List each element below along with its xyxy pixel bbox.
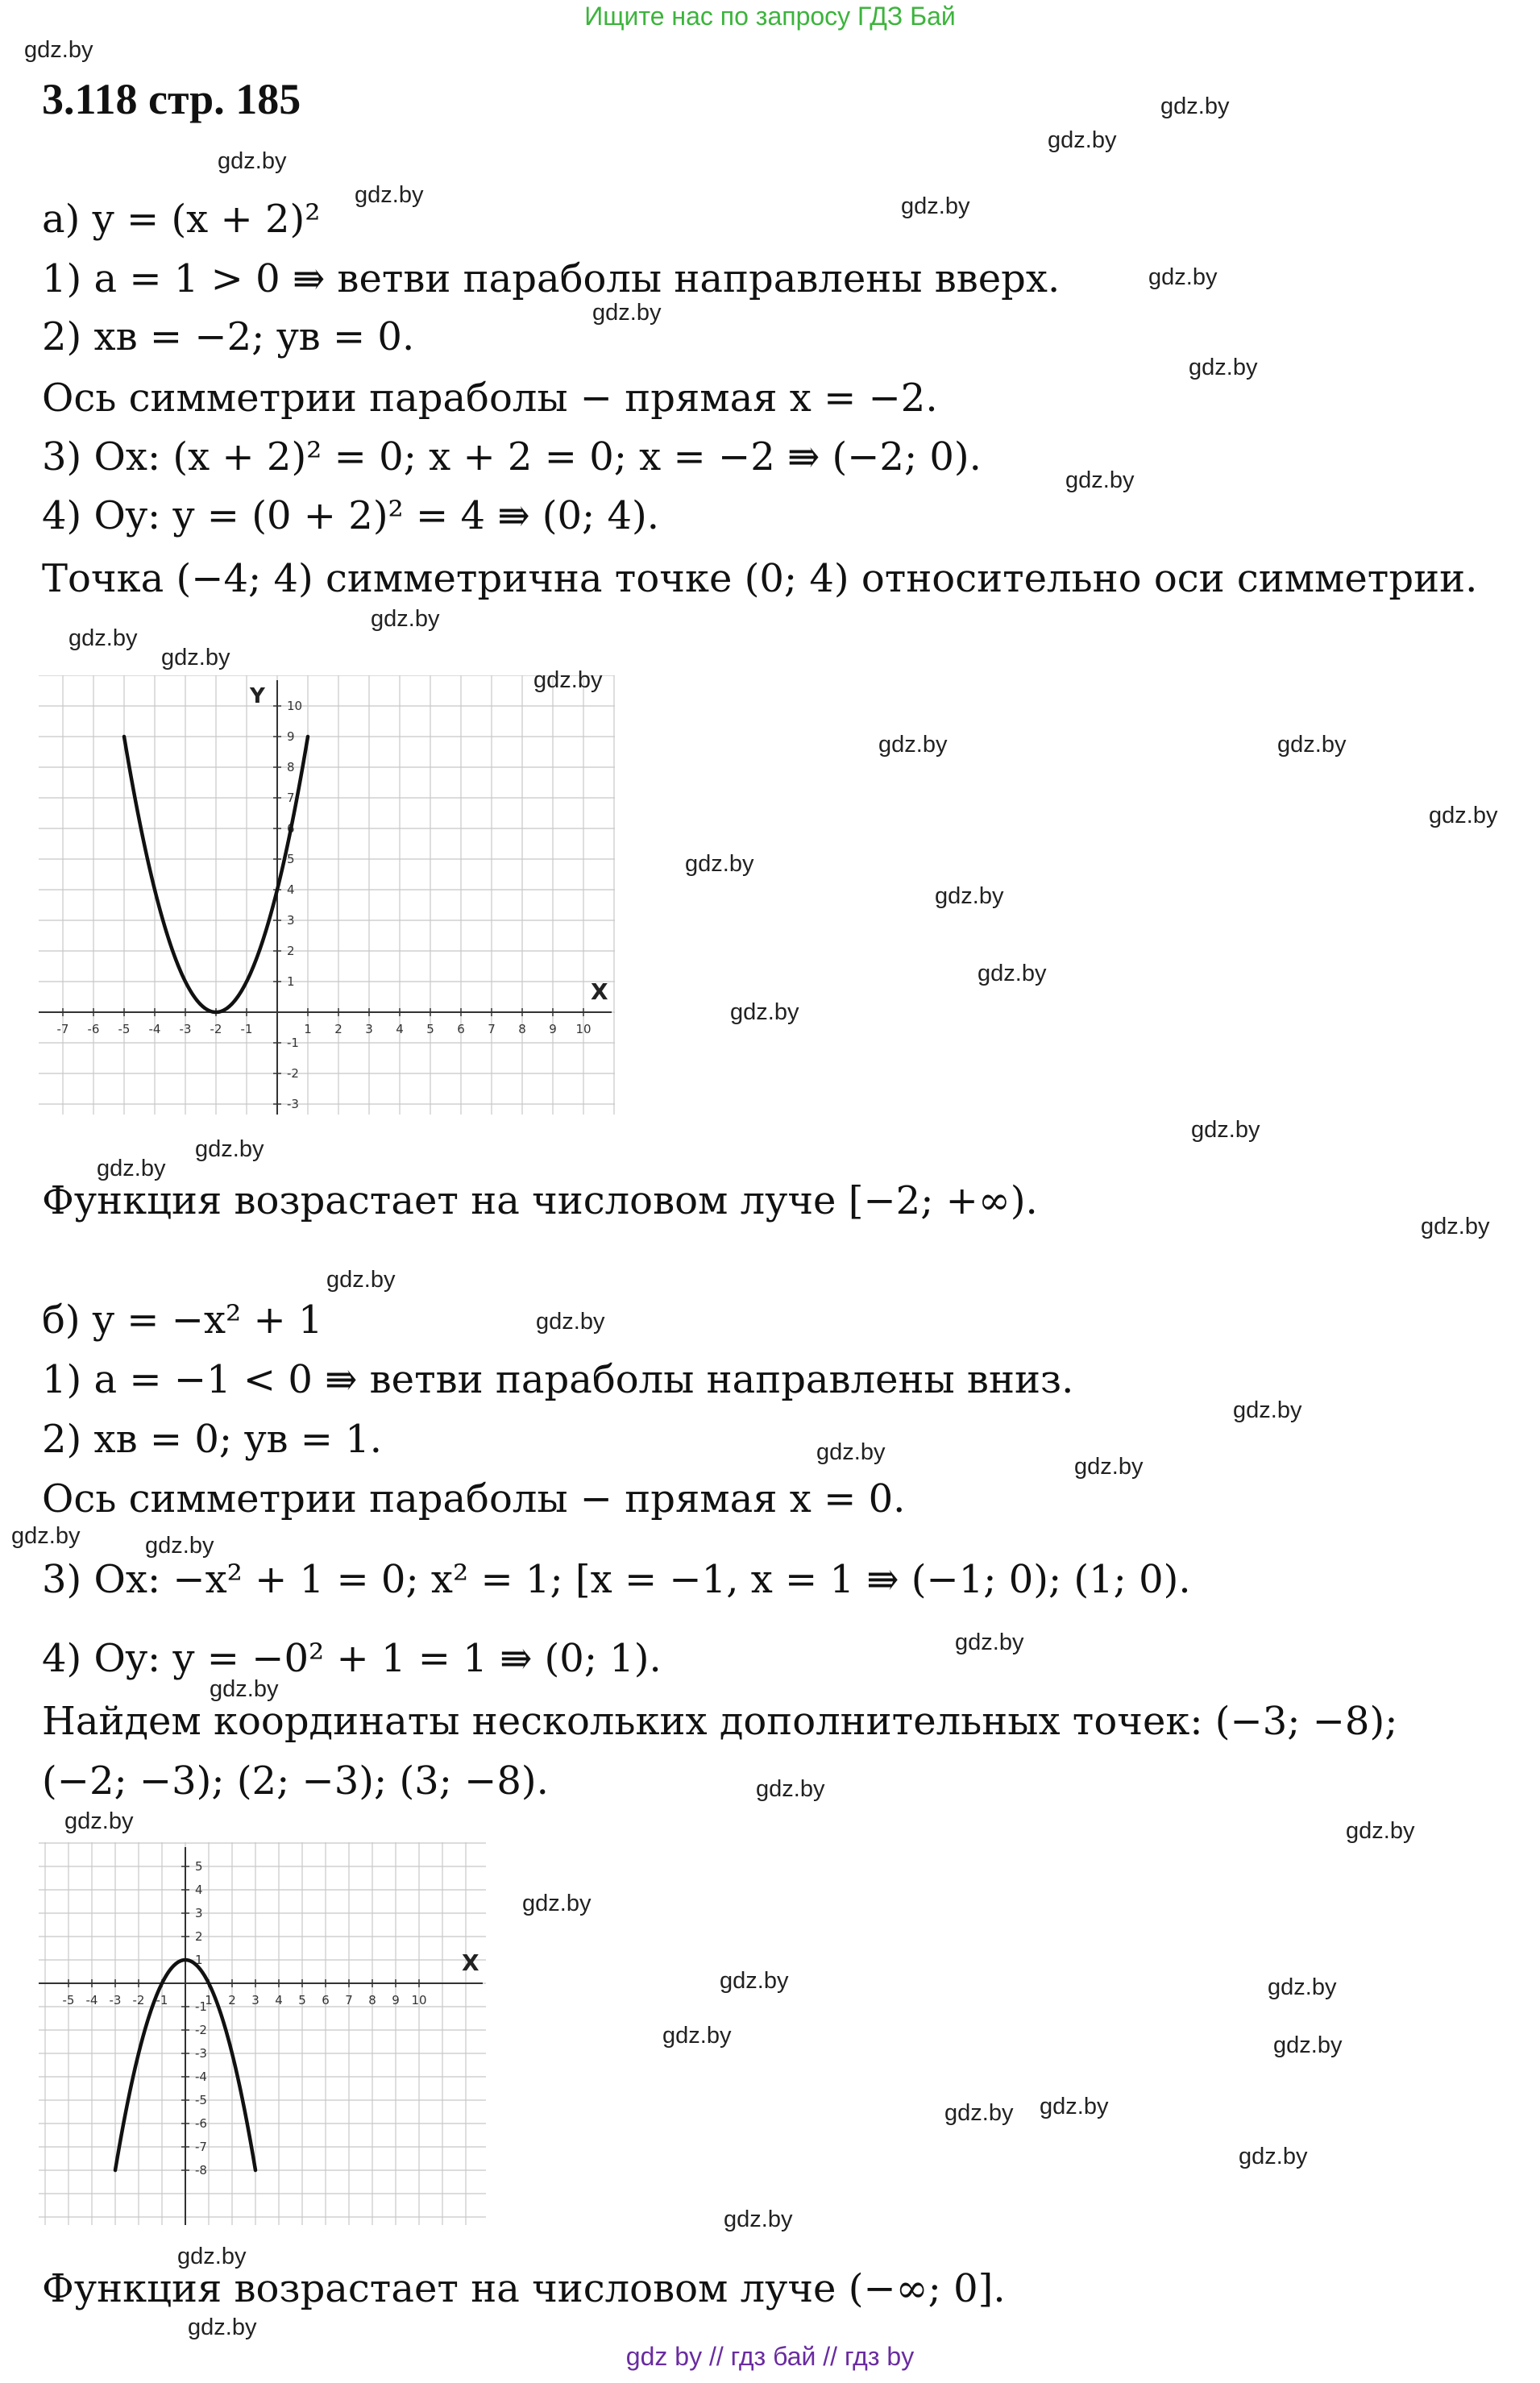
- y-tick-label: 2: [287, 944, 295, 958]
- watermark: gdz.by: [1160, 93, 1230, 119]
- part-b-line-1: б) y = −x² + 1: [42, 1297, 323, 1343]
- y-tick-label: -8: [195, 2163, 207, 2177]
- x-tick-label: 2: [228, 1993, 236, 2007]
- top-banner[interactable]: Ищите нас по запросу ГДЗ Бай: [584, 2, 956, 31]
- x-tick-label: 1: [205, 1993, 213, 2007]
- x-tick-label: -6: [87, 1022, 100, 1036]
- y-tick-label: 5: [287, 852, 295, 866]
- x-tick-label: 7: [345, 1993, 353, 2007]
- watermark: gdz.by: [978, 961, 1047, 986]
- watermark: gdz.by: [1429, 803, 1498, 828]
- watermark: gdz.by: [1191, 1117, 1260, 1143]
- x-tick-label: 8: [368, 1993, 376, 2007]
- x-tick-label: 3: [365, 1022, 373, 1036]
- watermark: gdz.by: [188, 2314, 257, 2340]
- x-tick-label: -3: [109, 1993, 122, 2007]
- watermark: gdz.by: [724, 2207, 793, 2232]
- part-a-line-6: 4) Oy: y = (0 + 2)² = 4 ⇛ (0; 4).: [42, 493, 660, 538]
- watermark: gdz.by: [1065, 467, 1135, 493]
- x-tick-label: -2: [210, 1022, 222, 1036]
- x-tick-label: 5: [298, 1993, 306, 2007]
- x-tick-label: 10: [575, 1022, 592, 1036]
- watermark: gdz.by: [68, 625, 138, 651]
- watermark: gdz.by: [11, 1523, 81, 1549]
- y-tick-label: -7: [195, 2140, 207, 2154]
- x-tick-label: 5: [426, 1022, 434, 1036]
- part-b-line-2: 1) a = −1 < 0 ⇛ ветви параболы направлены вниз.: [42, 1357, 1074, 1402]
- watermark: gdz.by: [1040, 2094, 1109, 2119]
- watermark: gdz.by: [935, 883, 1004, 909]
- y-tick-label: 10: [287, 699, 303, 713]
- x-tick-label: -5: [118, 1022, 131, 1036]
- part-b-line-5: 3) Ox: −x² + 1 = 0; x² = 1; [x = −1, x = 1 ⇛ (−1; 0); (1; 0).: [42, 1557, 1191, 1602]
- x-tick-label: -1: [156, 1993, 168, 2007]
- watermark: gdz.by: [97, 1156, 166, 1181]
- y-tick-label: -1: [195, 1999, 207, 2014]
- watermark: gdz.by: [1268, 1974, 1337, 2000]
- part-a-line-1: а) y = (x + 2)²: [42, 197, 321, 242]
- x-tick-label: -5: [62, 1993, 75, 2007]
- y-tick-label: 1: [195, 1953, 203, 1967]
- watermark: gdz.by: [522, 1891, 592, 1916]
- x-tick-label: 7: [488, 1022, 496, 1036]
- x-tick-label: 4: [275, 1993, 283, 2007]
- x-tick-label: -4: [148, 1022, 161, 1036]
- part-a-conclusion: Функция возрастает на числовом луче [−2; +∞).: [42, 1178, 1038, 1223]
- watermark: gdz.by: [1074, 1454, 1144, 1480]
- watermark: gdz.by: [1421, 1214, 1490, 1239]
- part-b-line-6: 4) Oy: y = −0² + 1 = 1 ⇛ (0; 1).: [42, 1636, 662, 1681]
- y-tick-label: -5: [195, 2093, 207, 2107]
- x-tick-label: 6: [322, 1993, 330, 2007]
- watermark: gdz.by: [536, 1309, 605, 1335]
- y-tick-label: -3: [195, 2046, 207, 2061]
- graph-b: [39, 1842, 486, 2225]
- x-axis-label: X: [591, 978, 608, 1005]
- part-b-line-3: 2) xв = 0; yв = 1.: [42, 1417, 382, 1462]
- y-tick-label: 4: [195, 1883, 203, 1897]
- y-tick-label: -3: [287, 1097, 299, 1111]
- x-tick-label: 8: [518, 1022, 526, 1036]
- y-tick-label: -2: [287, 1066, 299, 1081]
- watermark: gdz.by: [64, 1808, 134, 1834]
- y-tick-label: 8: [287, 760, 295, 774]
- x-tick-label: 1: [304, 1022, 312, 1036]
- y-tick-label: -6: [195, 2116, 207, 2131]
- x-tick-label: -7: [56, 1022, 69, 1036]
- x-tick-label: -2: [132, 1993, 145, 2007]
- watermark: gdz.by: [161, 645, 230, 670]
- watermark: gdz.by: [1148, 264, 1218, 290]
- y-tick-label: 9: [287, 729, 295, 744]
- y-tick-label: 6: [287, 821, 295, 836]
- part-b-conclusion: Функция возрастает на числовом луче (−∞; 0].: [42, 2266, 1006, 2311]
- watermark: gdz.by: [24, 37, 93, 63]
- x-tick-label: -4: [85, 1993, 98, 2007]
- y-tick-label: -4: [195, 2070, 207, 2084]
- y-axis-label: Y: [250, 684, 265, 708]
- x-tick-label: 4: [396, 1022, 404, 1036]
- watermark: gdz.by: [195, 1136, 264, 1162]
- y-tick-label: -1: [287, 1036, 299, 1050]
- x-tick-label: 9: [549, 1022, 557, 1036]
- watermark: gdz.by: [218, 148, 287, 174]
- y-tick-label: -2: [195, 2023, 207, 2037]
- part-a-line-5: 3) Ox: (x + 2)² = 0; x + 2 = 0; x = −2 ⇛ (−2; 0).: [42, 434, 982, 480]
- watermark: gdz.by: [326, 1267, 396, 1293]
- watermark: gdz.by: [210, 1676, 279, 1702]
- part-a-line-3: 2) xв = −2; yв = 0.: [42, 314, 415, 359]
- part-b-line-4: Ось симметрии параболы − прямая x = 0.: [42, 1476, 906, 1522]
- watermark: gdz.by: [1273, 2032, 1343, 2058]
- graph-a: [39, 675, 615, 1115]
- watermark: gdz.by: [878, 732, 948, 758]
- y-tick-label: 1: [287, 974, 295, 989]
- watermark: gdz.by: [1346, 1818, 1415, 1844]
- y-tick-label: 3: [287, 913, 295, 928]
- x-tick-label: 6: [457, 1022, 465, 1036]
- part-a-line-7: Точка (−4; 4) симметрична точке (0; 4) относительно оси симметрии.: [42, 556, 1478, 601]
- watermark: gdz.by: [355, 182, 424, 208]
- page-title: 3.118 стр. 185: [42, 75, 301, 123]
- footer-links[interactable]: gdz by // гдз бай // гдз by: [625, 2342, 915, 2371]
- part-a-line-4: Ось симметрии параболы − прямая x = −2.: [42, 376, 938, 421]
- x-axis-label: X: [462, 1949, 479, 1976]
- x-tick-label: 9: [392, 1993, 400, 2007]
- part-a-line-2: 1) a = 1 > 0 ⇛ ветви параболы направлены вверх.: [42, 256, 1061, 301]
- x-tick-label: 3: [251, 1993, 259, 2007]
- watermark: gdz.by: [371, 606, 440, 632]
- watermark: gdz.by: [177, 2244, 247, 2269]
- x-tick-label: -3: [179, 1022, 192, 1036]
- part-b-line-7: Найдем координаты нескольких дополнительных точек: (−3; −8);: [42, 1699, 1398, 1744]
- watermark: gdz.by: [756, 1776, 825, 1802]
- watermark: gdz.by: [901, 193, 970, 219]
- watermark: gdz.by: [145, 1533, 214, 1559]
- watermark: gdz.by: [1048, 127, 1117, 153]
- part-b-line-8: (−2; −3); (2; −3); (3; −8).: [42, 1758, 549, 1804]
- watermark: gdz.by: [720, 1968, 789, 1994]
- watermark: gdz.by: [730, 999, 799, 1025]
- watermark: gdz.by: [1233, 1397, 1302, 1423]
- y-tick-label: 2: [195, 1929, 203, 1944]
- x-tick-label: 2: [334, 1022, 342, 1036]
- x-tick-label: -1: [240, 1022, 253, 1036]
- y-tick-label: 5: [195, 1859, 203, 1874]
- watermark: gdz.by: [1189, 355, 1258, 380]
- watermark: gdz.by: [944, 2100, 1014, 2126]
- watermark: gdz.by: [816, 1439, 886, 1465]
- y-tick-label: 3: [195, 1906, 203, 1920]
- watermark: gdz.by: [955, 1629, 1024, 1655]
- watermark: gdz.by: [1277, 732, 1347, 758]
- watermark: gdz.by: [662, 2023, 732, 2049]
- watermark: gdz.by: [1239, 2144, 1308, 2169]
- watermark: gdz.by: [685, 851, 754, 877]
- watermark: gdz.by: [592, 300, 662, 326]
- x-tick-label: 10: [411, 1993, 427, 2007]
- y-tick-label: 4: [287, 882, 295, 897]
- y-tick-label: 7: [287, 791, 295, 805]
- watermark: gdz.by: [533, 667, 603, 693]
